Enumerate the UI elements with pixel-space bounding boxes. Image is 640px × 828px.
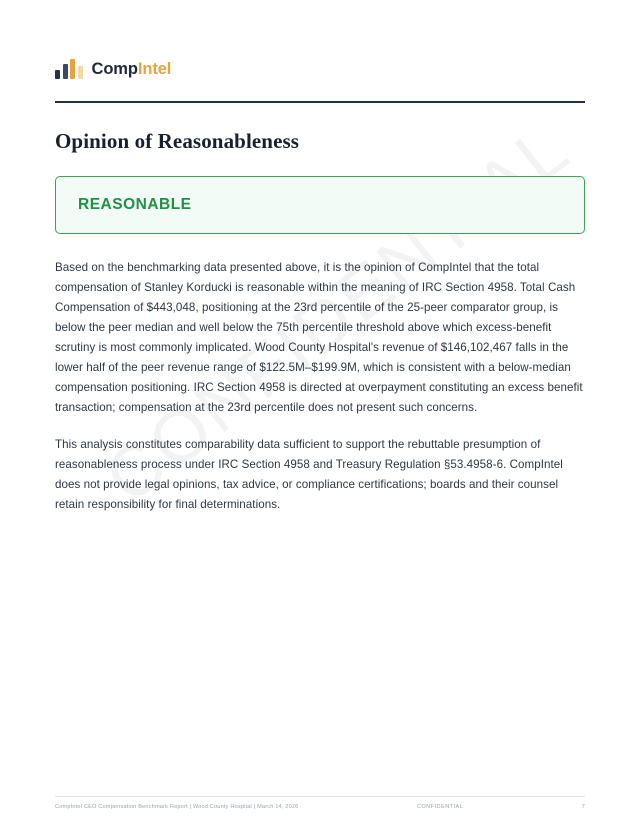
logo-bar-1	[55, 70, 60, 79]
page-header	[55, 0, 585, 103]
opinion-paragraph-2: This analysis constitutes comparability data sufficient to support the rebuttable presumption of reasonableness process under IRC Section 4958 and Treasury Regulation §53.4958-6. CompIntel does not provide legal opinions, tax advice, or compliance certifications; boards and their counsel retain responsibility for final determinations.	[55, 437, 563, 511]
footer-page-number: 7	[581, 804, 586, 810]
opinion-body	[55, 258, 585, 514]
verdict-label: REASONABLE	[78, 196, 192, 214]
footer-report-info: CompIntel CEO Compensation Benchmark Report | Wood County Hospital | March 14, 2026	[55, 804, 299, 810]
logo-bar-4	[78, 66, 83, 79]
verdict-banner	[55, 176, 585, 234]
footer-row	[55, 797, 585, 810]
page-footer	[55, 796, 585, 810]
page-title: Opinion of Reasonableness	[55, 129, 300, 153]
brand-name-intel: Intel	[137, 59, 172, 78]
logo-bar-3	[70, 59, 75, 79]
logo-bar-2	[63, 64, 68, 79]
brand-logo	[55, 56, 585, 82]
brand-wordmark	[92, 61, 172, 78]
footer-confidential-label: CONFIDENTIAL	[416, 804, 464, 810]
bar-chart-icon	[55, 59, 83, 79]
brand-name-comp: Comp	[91, 59, 138, 78]
opinion-paragraph-1: Based on the benchmarking data presented above, it is the opinion of CompIntel that the total compensation of Stanley Korducki is reasonable within the meaning of IRC Section 4958. Total Cash Compensation of $443,048, positioning at the 23rd percentile of the 25-peer comparator group, is below the peer median and well below the 75th percentile threshold above which excess-benefit scrutiny is most commonly implicated. Wood County Hospital's revenue of $146,102,467 falls in the lower half of the peer revenue range of $122.5M–$199.9M, which is consistent with a below-median compensation positioning. IRC Section 4958 is directed at overpayment constituting an excess benefit transaction; compensation at the 23rd percentile does not present such concerns.	[55, 261, 583, 414]
header-divider	[55, 101, 585, 103]
